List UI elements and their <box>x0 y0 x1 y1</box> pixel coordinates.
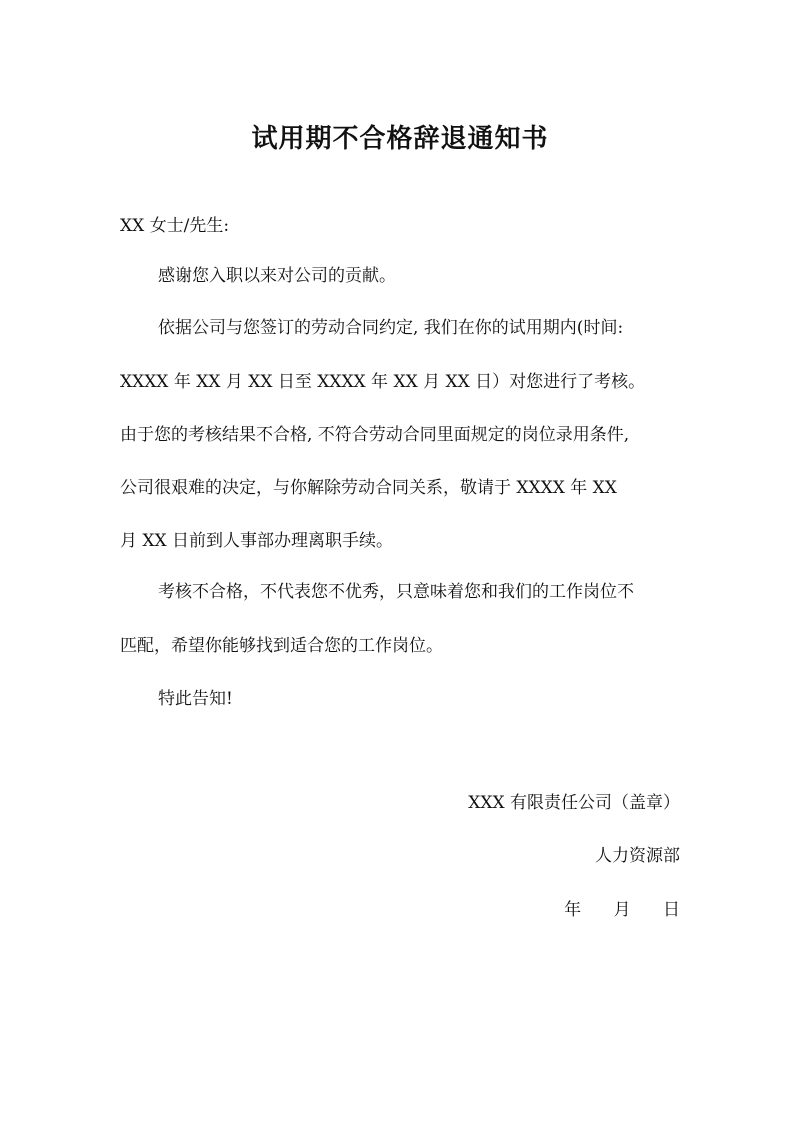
department-signature: 人力资源部 <box>595 846 680 866</box>
paragraph-line: 由于您的考核结果不合格, 不符合劳动合同里面规定的岗位录用条件, <box>120 425 630 445</box>
company-signature: XXX 有限责任公司（盖章） <box>468 793 680 813</box>
date-year-label: 年 <box>564 900 582 920</box>
paragraph-line: 月 XX 日前到人事部办理离职手续。 <box>120 531 394 551</box>
paragraph-line: 公司很艰难的决定，与你解除劳动合同关系，敬请于 XXXX 年 XX <box>120 478 617 498</box>
paragraph-line: 依据公司与您签订的劳动合同约定, 我们在你的试用期内(时间: <box>158 318 624 338</box>
document-title: 试用期不合格辞退通知书 <box>251 124 549 154</box>
date-month-label: 月 <box>613 900 631 920</box>
signature-date <box>564 898 680 922</box>
salutation: XX 女士/先生: <box>120 216 230 236</box>
paragraph-line: 特此告知! <box>158 689 233 709</box>
paragraph-line: 感谢您入职以来对公司的贡献。 <box>158 266 396 286</box>
paragraph-line: XXXX 年 XX 月 XX 日至 XXXX 年 XX 月 XX 日）对您进行了考核。 <box>120 372 646 392</box>
date-day-label: 日 <box>663 900 680 920</box>
paragraph-line: 匹配，希望你能够找到适合您的工作岗位。 <box>120 636 443 656</box>
paragraph-line: 考核不合格，不代表您不优秀，只意味着您和我们的工作岗位不 <box>158 582 634 602</box>
